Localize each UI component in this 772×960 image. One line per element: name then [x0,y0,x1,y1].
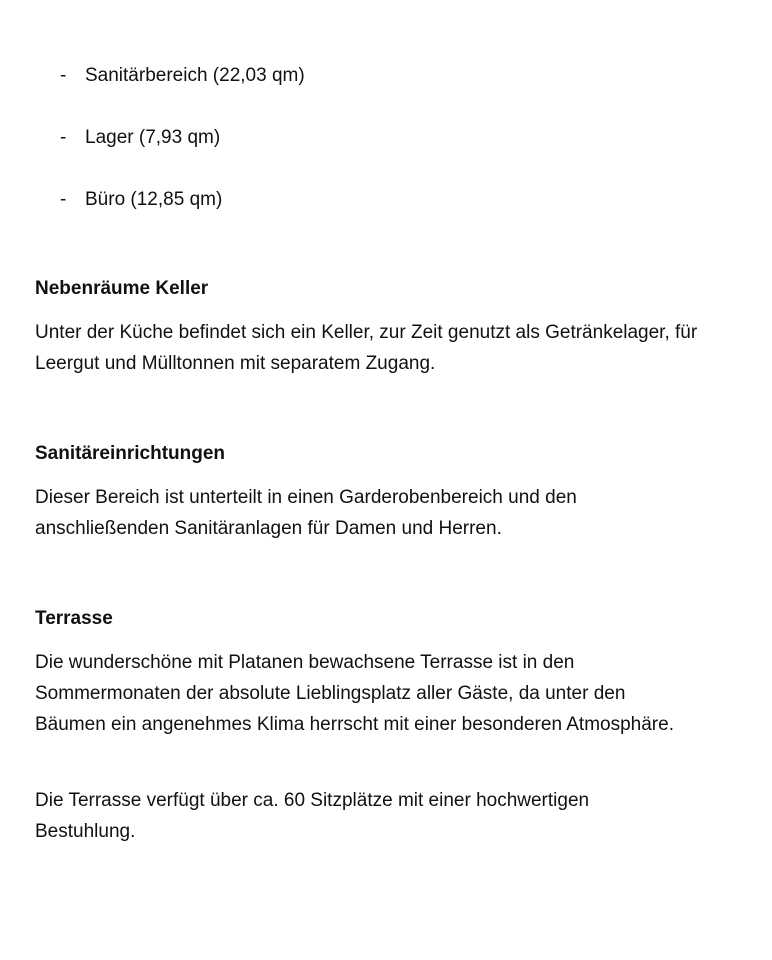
list-item-text: Sanitärbereich (22,03 qm) [85,65,305,86]
section-paragraph: Dieser Bereich ist unterteilt in einen Garderobenbereich und den anschließenden Sanitäranlagen für Damen und Herren. [35,487,577,539]
bullet-dash: - [60,189,67,210]
bullet-dash: - [60,127,67,148]
section-paragraph: Die Terrasse verfügt über ca. 60 Sitzplätze mit einer hochwertigen Bestuhlung. [35,790,590,842]
section-heading-terrasse: Terrasse [35,608,113,629]
section-paragraph: Unter der Küche befindet sich ein Keller, zur Zeit genutzt als Getränkelager, für Leergut und Mülltonnen mit separatem Zugang. [35,322,698,374]
list-item-text: Büro (12,85 qm) [85,189,223,210]
list-item-text: Lager (7,93 qm) [85,127,221,148]
section-heading-sanitaer: Sanitäreinrichtungen [35,443,226,464]
section-paragraph: Die wunderschöne mit Platanen bewachsene Terrasse ist in den Sommermonaten der absolute Lieblingsplatz aller Gäste, da unter den Bäumen ein angenehmes Klima herrscht mit einer besonderen Atmosphäre. [35,652,674,735]
section-heading-keller: Nebenräume Keller [35,278,209,299]
bullet-dash: - [60,65,67,86]
